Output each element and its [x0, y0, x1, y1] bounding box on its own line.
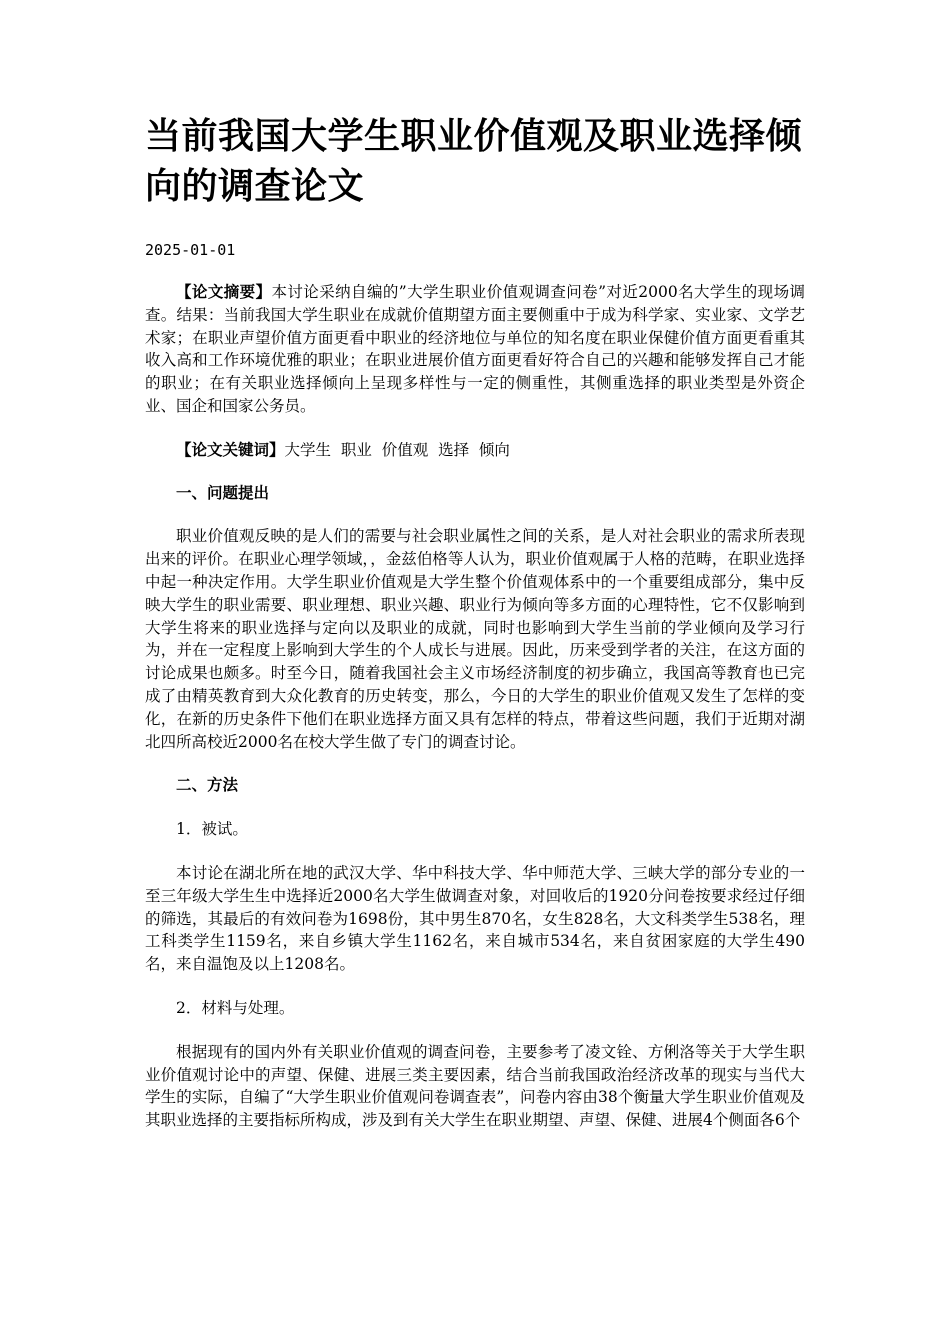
subsection-heading-materials: 2．材料与处理。	[176, 998, 295, 1017]
abstract-text: 本讨论采纳自编的”大学生职业价值观调查问卷”对近2000名大学生的现场调查。结果：当前我国大学生职业在成就价值期望方面主要侧重中于成为科学家、实业家、文学艺术家；在职业声望价值方面更看中职业的经济地位与单位的知名度在职业保健价值方面更看重其收入高和工作环境优雅的职业；在职业进展价值方面更看好符合自己的兴趣和能够发挥自己才能的职业；在有关职业选择倾向上呈现多样性与一定的侧重性，其侧重选择的职业类型是外资企业、国企和国家公务员。	[145, 283, 805, 415]
keywords-text: 大学生 职业 价值观 选择 倾向	[284, 440, 510, 459]
keywords-label: 【论文关键词】	[176, 440, 285, 459]
section-heading-method: 二、方法	[176, 776, 239, 795]
document-page	[145, 112, 805, 1132]
subsection-paragraph-materials: 根据现有的国内外有关职业价值观的调查问卷，主要参考了凌文铨、方俐洛等关于大学生职业价值观讨论中的声望、保健、进展三类主要因素，结合当前我国政治经济改革的现实与当代大学生的实际，自编了“大学生职业价值观问卷调查表”，问卷内容由38个衡量大学生职业价值观及其职业选择的主要指标所构成，涉及到有关大学生在职业期望、声望、保健、进展4个侧面各6个	[145, 1042, 805, 1130]
document-title: 当前我国大学生职业价值观及职业选择倾向的调查论文	[145, 116, 803, 207]
abstract-paragraph	[145, 281, 805, 418]
subsection-paragraph-subjects: 本讨论在湖北所在地的武汉大学、华中科技大学、华中师范大学、三峡大学的部分专业的一至三年级大学生生中选择近2000名大学生做调查对象，对回收后的1920分问卷按要求经过仔细的筛选，其最后的有效问卷为1698份，其中男生870名，女生828名，大文科类学生538名，理工科类学生1159名，来自乡镇大学生1162名，来自城市534名，来自贫困家庭的大学生490名，来自温饱及以上1208名。	[145, 863, 805, 974]
keywords-paragraph	[145, 439, 805, 462]
abstract-label: 【论文摘要】	[176, 283, 272, 301]
subsection-heading-subjects: 1．被试。	[176, 820, 248, 839]
section-paragraph-problem: 职业价值观反映的是人们的需要与社会职业属性之间的关系，是人对社会职业的需求所表现出来的评价。在职业心理学领域，，金兹伯格等人认为，职业价值观属于人格的范畴，在职业选择中起一种决定作用。大学生职业价值观是大学生整个价值观体系中的一个重要组成部分，集中反映大学生的职业需要、职业理想、职业兴趣、职业行为倾向等多方面的心理特性，它不仅影响到大学生将来的职业选择与定向以及职业的成就，同时也影响到大学生当前的学业倾向及学习行为，并在一定程度上影响到大学生的个人成长与进展。因此，历来受到学者的关注，在这方面的讨论成果也颇多。时至今日，随着我国社会主义市场经济制度的初步确立，我国高等教育也已完成了由精英教育到大众化教育的历史转变，那么，今日的大学生的职业价值观又发生了怎样的变化，在新的历史条件下他们在职业选择方面又具有怎样的特点，带着这些问题，我们于近期对湖北四所高校近2000名在校大学生做了专门的调查讨论。	[145, 527, 805, 751]
publish-date: 2025-01-01	[145, 241, 236, 259]
section-heading-problem: 一、问题提出	[176, 483, 270, 502]
